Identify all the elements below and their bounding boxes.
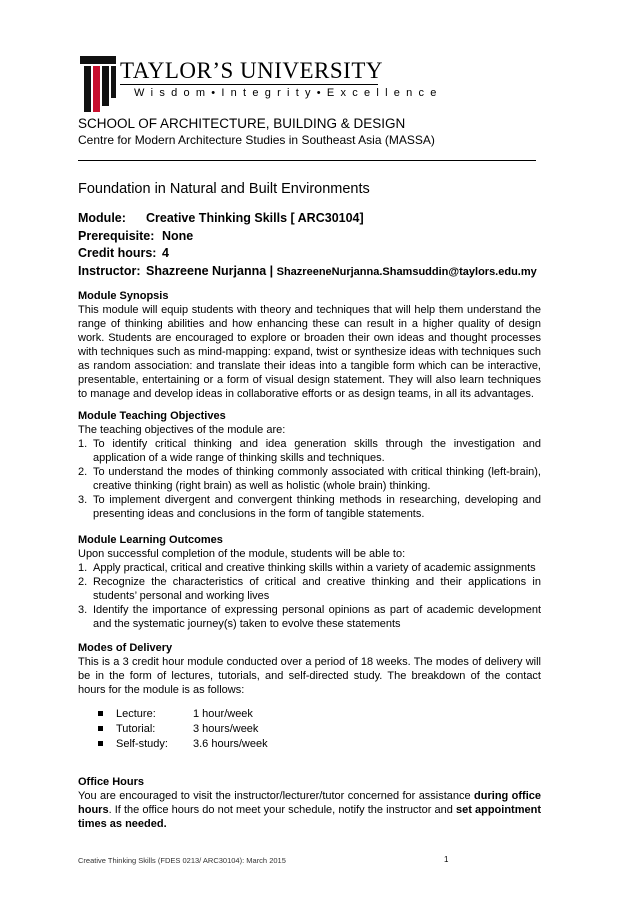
item-label: Self-study: — [116, 738, 168, 750]
list-item — [78, 465, 541, 493]
synopsis-heading: Module Synopsis — [78, 290, 169, 302]
objectives-intro: The teaching objectives of the module are: — [78, 424, 286, 436]
header-divider — [78, 160, 536, 161]
synopsis-body: This module will equip students with theory and techniques that will help them understand the range of thinking abilities and how enhancing these can result in a higher quality of design work. Students are encouraged to explore or broaden their own ideas and thought processes with techniques such as mind-mapping: expand, twist or synthesize ideas with techniques such as random association: and translate their ideas into a tangible form which can be interactive, presentable, entertaining or a form of visual design statement. They will also learn techniques to manage and develop ideas in collaborative efforts or as design teams, in all its advantages. — [78, 304, 541, 400]
delivery-body: This is a 3 credit hour module conducted over a period of 18 weeks. The modes of delivery will be in the form of lectures, tutorials, and self-directed study. The breakdown of the contact hours for the module is as follows: — [78, 656, 541, 696]
item-value: 3.6 hours/week — [193, 738, 268, 750]
teaching-objectives — [78, 409, 541, 521]
university-crest-icon — [80, 56, 116, 114]
prerequisite-label: Prerequisite: — [78, 228, 155, 243]
instructor-name-text: Shazreene Nurjanna | — [146, 263, 277, 278]
school-name: SCHOOL OF ARCHITECTURE, BUILDING & DESIGN — [78, 116, 406, 131]
office-text-1: You are encouraged to visit the instructor/lecturer/tutor concerned for assistance — [78, 790, 475, 802]
instructor-label: Instructor: — [78, 263, 141, 278]
university-motto: W i s d o m • I n t e g r i t y • E x c e l l e n c e — [134, 87, 439, 99]
item-number: 2. — [78, 576, 88, 588]
item-text: Recognize the characteristics of critical and creative thinking and their applications in students’ personal and working lives — [93, 576, 541, 602]
office-hours-heading: Office Hours — [78, 776, 145, 788]
module-synopsis — [78, 289, 541, 401]
list-item — [78, 493, 541, 521]
list-item — [78, 561, 541, 575]
modes-of-delivery — [78, 641, 541, 697]
item-number: 2. — [78, 466, 88, 478]
objectives-heading: Module Teaching Objectives — [78, 410, 226, 422]
credit-hours-value: 4 — [162, 246, 169, 260]
item-label: Tutorial: — [116, 723, 156, 735]
item-value: 1 hour/week — [193, 708, 253, 720]
delivery-heading: Modes of Delivery — [78, 642, 173, 654]
page-number: 1 — [444, 855, 449, 864]
module-label: Module: — [78, 211, 126, 225]
module-value: Creative Thinking Skills [ ARC30104] — [146, 211, 364, 225]
outcomes-intro: Upon successful completion of the module, students will be able to: — [78, 548, 406, 560]
square-bullet-icon — [98, 711, 103, 716]
prerequisite-value: None — [162, 228, 194, 243]
item-text: Apply practical, critical and creative thinking skills within a variety of academic assignments — [93, 562, 536, 574]
item-number: 3. — [78, 494, 88, 506]
outcomes-heading: Module Learning Outcomes — [78, 534, 223, 546]
item-number: 1. — [78, 438, 88, 450]
centre-name: Centre for Modern Architecture Studies in Southeast Asia (MASSA) — [78, 133, 435, 147]
logo-divider — [120, 84, 378, 85]
list-item — [78, 575, 541, 603]
course-title: Foundation in Natural and Built Environments — [78, 181, 370, 197]
office-bold-1: during office hours — [78, 790, 541, 816]
item-text: To understand the modes of thinking commonly associated with critical thinking (left-brain), creative thinking (right brain) as well as holistic (whole brain) thinking. — [93, 466, 541, 492]
office-hours-body — [78, 789, 541, 831]
square-bullet-icon — [98, 741, 103, 746]
office-hours — [78, 775, 541, 831]
outcomes-list — [78, 561, 541, 631]
office-bold-2: set appointment times as needed. — [78, 804, 541, 830]
university-name: TAYLOR’S UNIVERSITY — [120, 58, 384, 83]
page-footer: Creative Thinking Skills (FDES 0213/ ARC30104): March 2015 — [78, 856, 286, 865]
item-text: To implement divergent and convergent thinking methods in researching, developing and presenting ideas and conclusions in the form of tangible statements. — [93, 494, 541, 520]
list-item — [78, 437, 541, 465]
item-text: Identify the importance of expressing personal opinions as part of academic development and the systematic journey(s) taken to evolve these statements — [93, 604, 541, 630]
square-bullet-icon — [98, 726, 103, 731]
item-label: Lecture: — [116, 708, 156, 720]
list-item — [78, 603, 541, 631]
item-text: To identify critical thinking and idea generation skills through the investigation and application of a wide range of thinking skills and techniques. — [93, 438, 541, 464]
learning-outcomes — [78, 533, 541, 631]
item-number: 1. — [78, 562, 88, 574]
instructor-email[interactable]: ShazreeneNurjanna.Shamsuddin@taylors.edu.my — [276, 265, 537, 278]
objectives-list — [78, 437, 541, 521]
item-number: 3. — [78, 604, 88, 616]
instructor-name — [146, 264, 537, 278]
university-logo — [80, 56, 439, 116]
item-value: 3 hours/week — [193, 723, 259, 735]
office-text-2: . If the office hours do not meet your schedule, notify the instructor and — [108, 804, 456, 816]
credit-hours-label: Credit hours: — [78, 246, 157, 260]
